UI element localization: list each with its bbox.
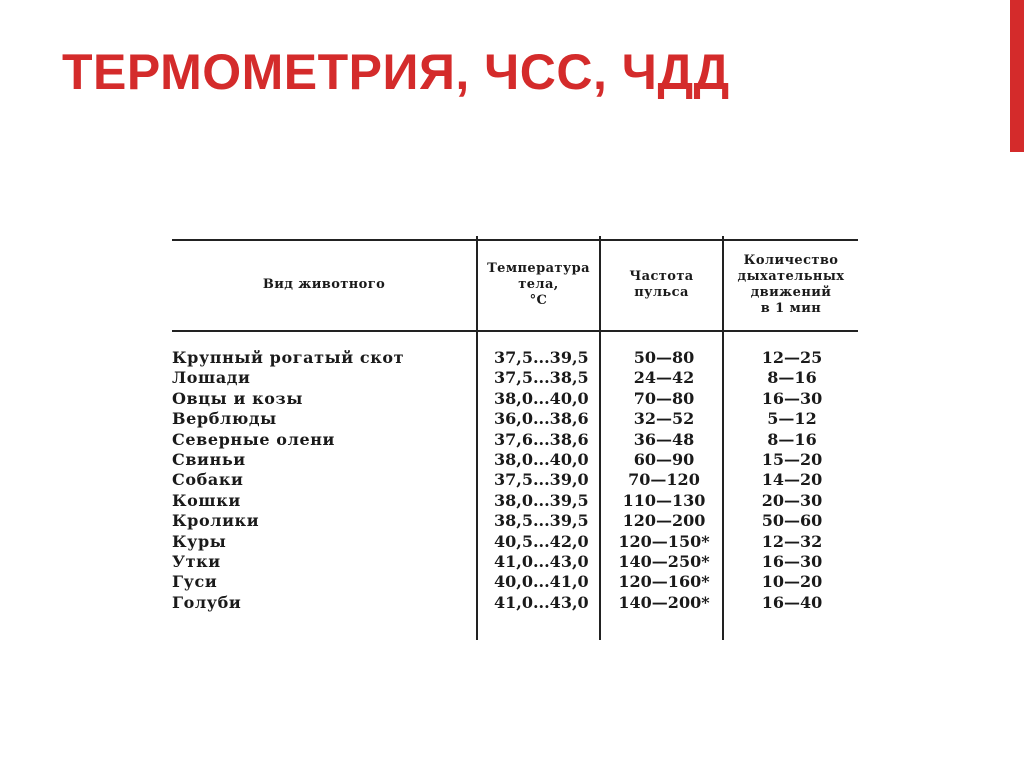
pulse-value: 24—42: [633, 368, 695, 388]
header-animal: Вид животного: [262, 277, 386, 292]
temperature-value: 38,0...39,5: [494, 490, 589, 510]
table-header-rule: [172, 330, 858, 332]
respiration-value: 16—30: [761, 551, 823, 571]
pulse-value: 32—52: [633, 409, 695, 429]
pulse-value: 120—200: [622, 511, 706, 531]
temperature-value: 36,0...38,6: [494, 409, 589, 429]
table-row: [172, 491, 858, 511]
pulse-value: 110—130: [622, 490, 706, 510]
animal-name: Гуси: [172, 572, 218, 592]
animal-name: Голуби: [172, 592, 242, 612]
animal-name: Собаки: [172, 470, 244, 490]
animal-name: Овцы и козы: [172, 388, 303, 408]
pulse-value: 60—90: [633, 449, 695, 469]
respiration-value: 14—20: [761, 470, 823, 490]
temperature-value: 41,0...43,0: [494, 592, 589, 612]
table-row: [172, 470, 858, 490]
header-respiration: Количество дыхательных движений в 1 мин: [737, 253, 845, 316]
temperature-value: 38,5...39,5: [494, 511, 589, 531]
pulse-value: 140—250*: [618, 551, 710, 571]
accent-bar: [1010, 0, 1024, 152]
temperature-value: 38,0...40,0: [494, 449, 589, 469]
pulse-value: 50—80: [633, 348, 695, 367]
vital-signs-table: [172, 236, 858, 642]
animal-name: Северные олени: [172, 429, 336, 449]
respiration-value: 15—20: [761, 449, 823, 469]
respiration-value: 16—40: [761, 592, 823, 612]
temperature-value: 37,6...38,6: [494, 429, 589, 449]
pulse-value: 36—48: [633, 429, 695, 449]
table-row: [172, 593, 858, 613]
table-body: [172, 348, 858, 613]
header-pulse: Частота пульса: [629, 269, 694, 300]
table-row: [172, 532, 858, 552]
animal-name: Верблюды: [172, 409, 277, 429]
table-row: [172, 572, 858, 592]
table-row: [172, 368, 858, 388]
table-row: [172, 552, 858, 572]
respiration-value: 50—60: [761, 511, 823, 531]
table-row: [172, 348, 858, 368]
animal-name: Кошки: [172, 490, 241, 510]
animal-name: Кролики: [172, 511, 260, 531]
pulse-value: 120—160*: [618, 572, 710, 592]
pulse-value: 70—80: [633, 388, 695, 408]
temperature-value: 37,5...39,5: [494, 348, 589, 367]
table-row: [172, 389, 858, 409]
temperature-value: 40,5...42,0: [494, 531, 589, 551]
pulse-value: 140—200*: [618, 592, 710, 612]
animal-name: Лошади: [172, 368, 251, 388]
respiration-value: 12—32: [761, 531, 823, 551]
temperature-value: 37,5...38,5: [494, 368, 589, 388]
respiration-value: 10—20: [761, 572, 823, 592]
respiration-value: 8—16: [767, 368, 817, 388]
table-row: [172, 430, 858, 450]
respiration-value: 8—16: [767, 429, 817, 449]
respiration-value: 20—30: [761, 490, 823, 510]
temperature-value: 38,0...40,0: [494, 388, 589, 408]
table-row: [172, 450, 858, 470]
animal-name: Утки: [172, 551, 221, 571]
respiration-value: 16—30: [761, 388, 823, 408]
slide-title: ТЕРМОМЕТРИЯ, ЧСС, ЧДД: [62, 44, 730, 100]
animal-name: Свиньи: [172, 449, 246, 469]
animal-name: Куры: [172, 531, 227, 551]
temperature-value: 41,0...43,0: [494, 551, 589, 571]
temperature-value: 37,5...39,0: [494, 470, 589, 490]
respiration-value: 12—25: [761, 348, 823, 367]
pulse-value: 120—150*: [618, 531, 710, 551]
table-row: [172, 409, 858, 429]
pulse-value: 70—120: [628, 470, 700, 490]
temperature-value: 40,0...41,0: [494, 572, 589, 592]
header-temperature: Температура тела, °С: [487, 261, 590, 308]
animal-name: Крупный рогатый скот: [172, 348, 405, 367]
table-row: [172, 511, 858, 531]
respiration-value: 5—12: [767, 409, 817, 429]
